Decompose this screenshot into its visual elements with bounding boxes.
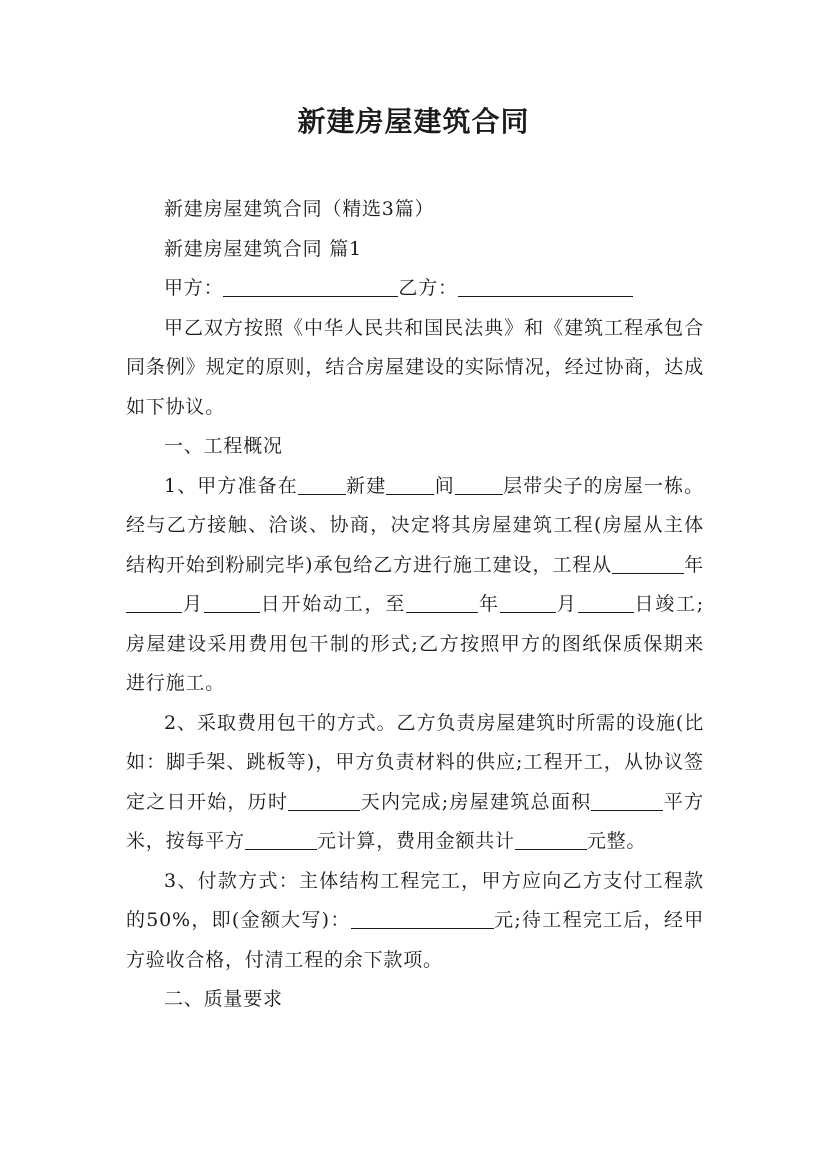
clause-1-text-h: 年 — [478, 593, 500, 615]
clause-1-text-g: 日开始动工，至 — [259, 593, 407, 615]
document-title: 新建房屋建筑合同 — [297, 105, 530, 138]
clause-3-text-a: 3、付款方式：主体结构工程完工，甲方应向乙方支付工程款的50%，即(金额大写)： — [126, 869, 704, 931]
clause-1-text-a: 1、甲方准备在 — [164, 474, 298, 497]
section-heading-part1: 新建房屋建筑合同 篇1 — [164, 237, 362, 260]
clause-2-paragraph — [126, 704, 704, 862]
clause-2-text-a: 2、采取费用包干的方式。乙方负责房屋建筑时所需的设施(比如：脚手架、跳板等)，甲方负责材料的供应;工程开工，从协议签定之日开始，历时 — [126, 711, 704, 813]
clause-1-paragraph — [126, 467, 704, 704]
clause-3-paragraph — [126, 862, 704, 981]
preamble-paragraph: 甲乙双方按照《中华人民共和国民法典》和《建筑工程承包合同条例》规定的原则，结合房屋建设的实际情况，经过协商，达成如下协议。 — [126, 316, 704, 418]
amount-words-blank — [351, 908, 494, 929]
clause-2-text-c: 平方米，按每平方 — [126, 790, 704, 852]
clause-1-text-d: 层带尖子的房屋一栋。经与乙方接触、洽谈、协商，决定将其房屋建筑工程(房屋从主体结构开始到粉刷完毕)承包给乙方进行施工建设，工程从 — [126, 474, 704, 576]
start-year-blank — [612, 553, 684, 574]
unit-price-blank — [245, 829, 317, 850]
clause-3-text-b: 元;待工程完工后，经甲方验收合格，付清工程的余下款项。 — [126, 909, 704, 971]
clause-1-text-f: 月 — [182, 593, 204, 615]
clause-2-text-d: 元计算，费用金额共计 — [316, 830, 515, 852]
rooms-blank — [386, 474, 434, 495]
end-month-blank — [500, 592, 556, 613]
start-month-blank — [126, 592, 182, 613]
clause-1-text-i: 月 — [555, 593, 578, 615]
total-area-blank — [591, 790, 663, 811]
clause-2-text-b: 天内完成;房屋建筑总面积 — [360, 790, 592, 813]
party-b-label: 乙方： — [398, 277, 458, 299]
duration-days-blank — [288, 790, 360, 811]
clause-1-text-c: 间 — [434, 474, 455, 497]
clause-1-text-e: 年 — [684, 553, 704, 576]
subtitle-paragraph: 新建房屋建筑合同（精选3篇） — [164, 198, 435, 220]
heading-project-overview: 一、工程概况 — [164, 435, 283, 457]
clause-1-text-b: 新建 — [345, 474, 387, 497]
heading-quality-requirements: 二、质量要求 — [164, 988, 283, 1010]
document-body — [126, 190, 704, 1020]
total-amount-blank — [515, 829, 587, 850]
party-b-blank — [458, 276, 633, 297]
clause-1-text-j: 日竣工;房屋建设采用费用包干制的形式;乙方按照甲方的图纸保质保期来进行施工。 — [126, 593, 704, 694]
location-blank — [298, 474, 346, 495]
party-a-blank — [223, 276, 398, 297]
clause-2-text-e: 元整。 — [586, 830, 647, 852]
end-year-blank — [406, 592, 478, 613]
start-day-blank — [204, 592, 260, 613]
party-a-label: 甲方： — [164, 277, 224, 299]
end-day-blank — [578, 592, 634, 613]
floors-blank — [455, 474, 503, 495]
parties-line — [126, 269, 704, 309]
